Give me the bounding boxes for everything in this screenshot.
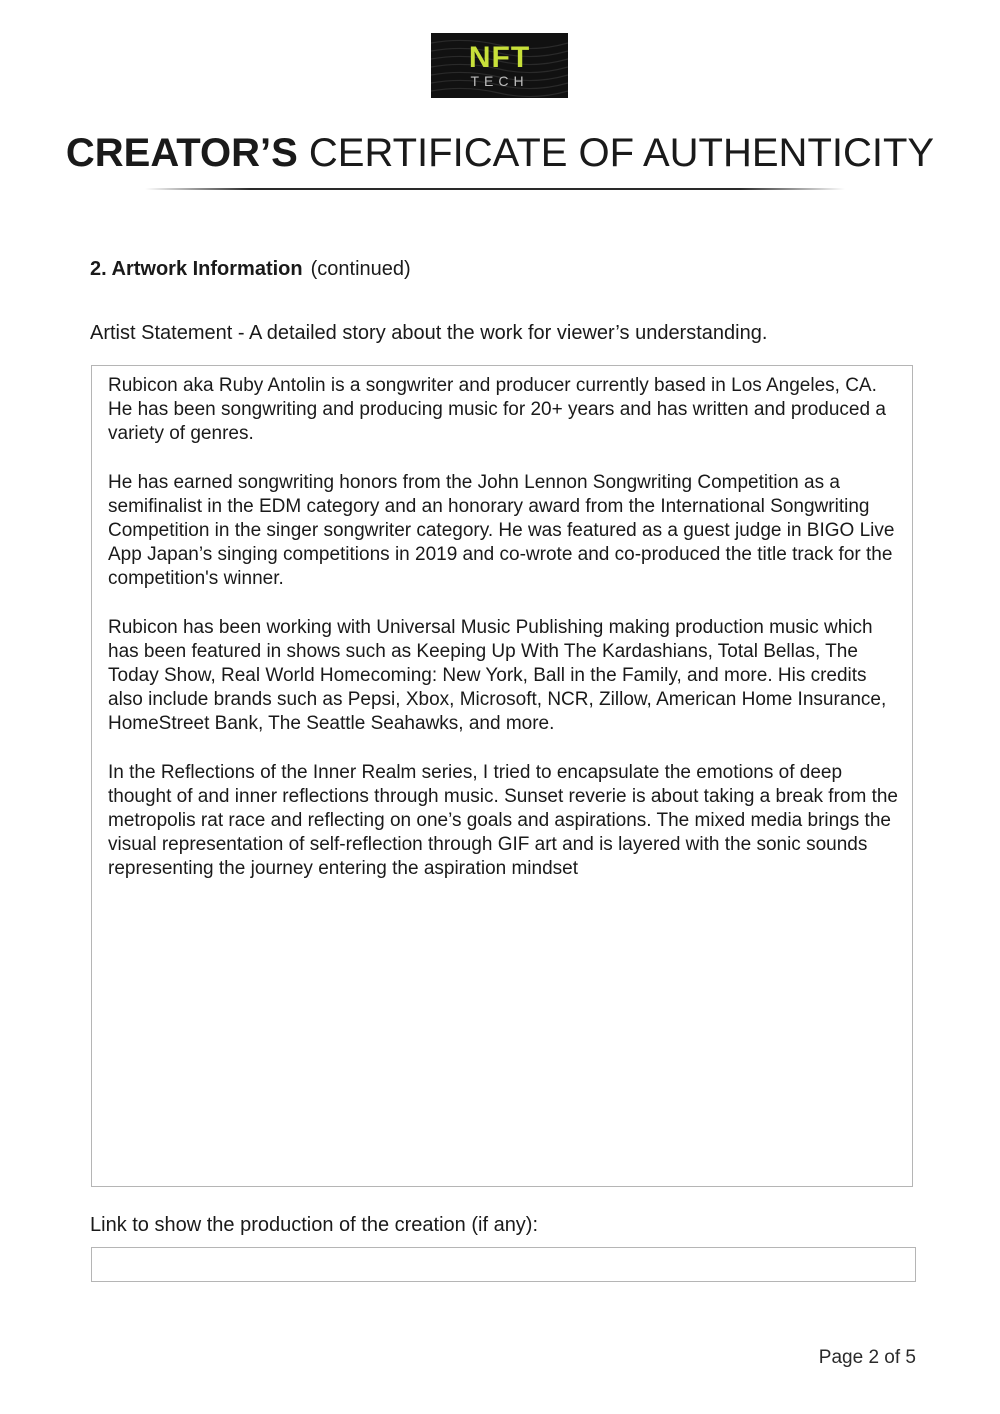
logo-primary-text: NFT (468, 41, 531, 74)
statement-paragraph: He has earned songwriting honors from the John Lennon Songwriting Competition as a semifinalist in the EDM category and an honorary award from the International Songwriting Competition in the singer songwriter category. He was featured as a guest judge in BIGO Live App Japan’s singing competitions in 2019 and co-wrote and co-produced the title track for the competition's winner. (108, 471, 895, 590)
production-link-field[interactable] (91, 1247, 916, 1282)
statement-paragraph: In the Reflections of the Inner Realm series, I tried to encapsulate the emotions of deep thought of and inner reflections through music. Sunset reverie is about taking a break from the metropolis rat race and reflecting on one’s goals and aspirations. The mixed media brings the visual representation of self-reflection through GIF art and is layered with the sonic sounds representing the journey entering the aspiration mindset (108, 761, 899, 880)
production-link-label: Link to show the production of the creation (if any): (90, 1214, 539, 1236)
page-number: Page 2 of 5 (818, 1347, 916, 1368)
section-heading (90, 256, 411, 282)
nft-tech-logo (431, 33, 568, 98)
artist-statement-prompt: Artist Statement - A detailed story about the work for viewer’s understanding. (90, 322, 768, 344)
page-title-bold: CREATOR’S (65, 131, 298, 175)
artist-statement-field[interactable] (91, 365, 913, 1187)
title-divider (145, 188, 845, 190)
page-title-rest: CERTIFICATE OF AUTHENTICITY (308, 131, 935, 175)
statement-paragraph: Rubicon has been working with Universal Music Publishing making production music which has been featured in shows such as Keeping Up With The Kardashians, Total Bellas, The Today Show, Real World Homecoming: New York, Ball in the Family, and more. His credits also include brands such as Pepsi, Xbox, Microsoft, NCR, Zillow, American Home Insurance, HomeStreet Bank, The Seattle Seahawks, and more. (108, 616, 887, 735)
page-title (0, 128, 1000, 178)
statement-paragraph: Rubicon aka Ruby Antolin is a songwriter and producer currently based in Los Angeles, CA. He has been songwriting and producing music for 20+ years and has written and produced a variety of genres. (108, 375, 886, 445)
section-heading-title: 2. Artwork Information (90, 258, 303, 280)
logo-secondary-text: TECH (470, 73, 529, 89)
section-heading-note: (continued) (310, 258, 411, 280)
